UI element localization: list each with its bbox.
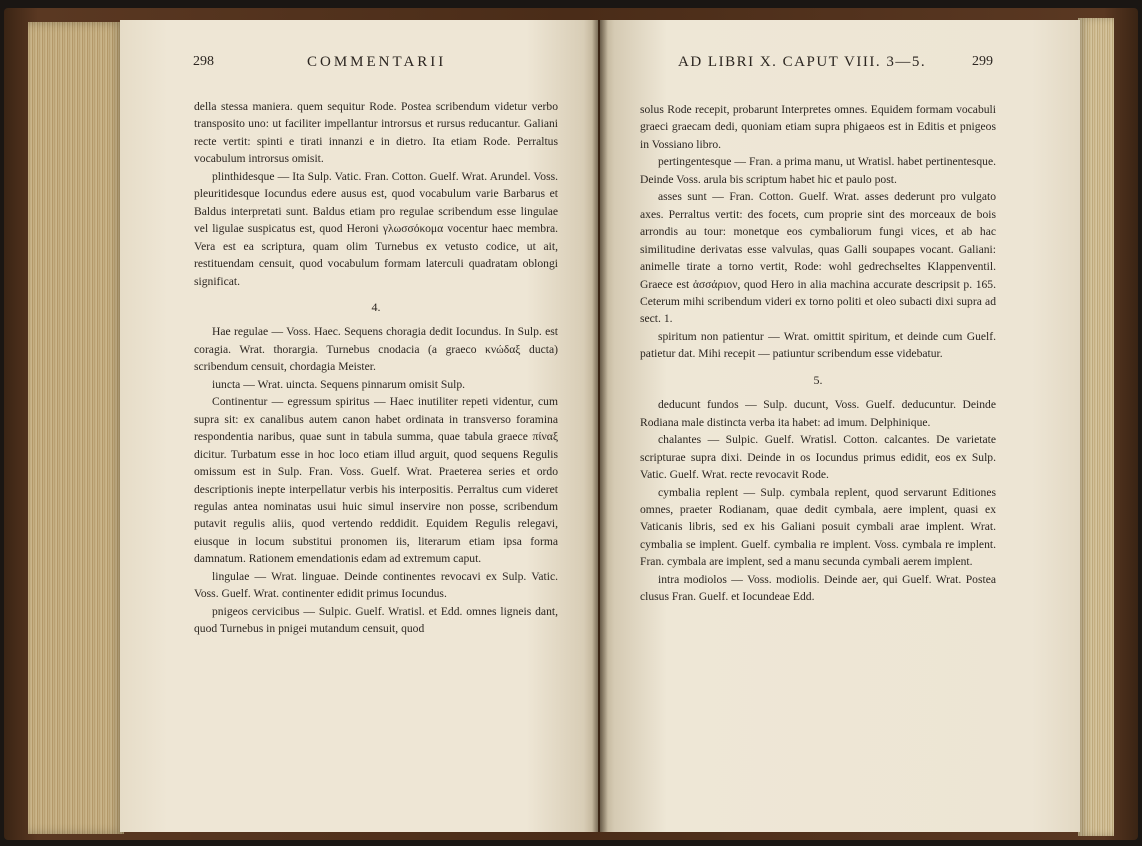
paragraph: deducunt fundos — Sulp. ducunt, Voss. Guelf. deducuntur. Deinde Rodiana male distincta verba ita habet: ad imum. Delphinique. [640, 398, 996, 429]
right-running-header [638, 54, 994, 78]
paragraph: solus Rode recepit, probarunt Interpretes omnes. Equidem formam vocabuli graeci graecam dedi, quoniam etiam supra phigaeos est in Editis et pnigeos in Vossiano libro. [640, 103, 996, 151]
left-page-text [194, 98, 558, 638]
paragraph: iuncta — Wrat. uincta. Sequens pinnarum omisit Sulp. [212, 377, 466, 391]
paragraph: intra modiolos — Voss. modiolis. Deinde aer, qui Guelf. Wrat. Postea clusus Fran. Guelf. et Iocundeae Edd. [640, 572, 996, 604]
paragraph: pnigeos cervicibus — Sulpic. Guelf. Wratisl. et Edd. omnes ligneis dant, quod Turnebus in pnigei mutandum censuit, quod [194, 604, 558, 636]
right-page-text [640, 101, 996, 606]
right-running-title: AD LIBRI X. CAPUT VIII. 3—5. [678, 54, 927, 70]
paragraph: pertingentesque — Fran. a prima manu, ut Wratisl. habet pertinentesque. Deinde Voss. arula bis scriptum habet hic et paulo post. [640, 155, 996, 186]
section-number: 5. [813, 372, 823, 387]
page-edges-right [1078, 18, 1114, 836]
right-page-number: 299 [972, 54, 993, 69]
paragraph: spiritum non patientur — Wrat. omittit spiritum, et deinde cum Guelf. patietur dat. Mihi recepit — patiuntur scribendum esse videbatur. [640, 329, 996, 361]
book-gutter [592, 20, 608, 832]
paragraph: lingulae — Wrat. linguae. Deinde continentes revocavi ex Sulp. Vatic. Voss. Guelf. Wrat. continenter edidit primus Iocundus. [194, 569, 558, 601]
paragraph: cymbalia replent — Sulp. cymbala replent, quod servarunt Editiones omnes, praeter Rodianam, quae dedit cymbala, aere implent, quasi ex Vaticanis libris, sed ex his Galiani posuit cymbali arae implent. Wrat. cymbalia se implent. Guelf. cymbalia re implent. Voss. cymbala re implent. Fran. cymbala are implent, sed a manu secunda cymbali aerem implent. [640, 485, 996, 569]
paragraph: asses sunt — Fran. Cotton. Guelf. Wrat. asses dederunt pro vulgato axes. Perraltus vertit: des focets, cum proprie sint des morceaux de bois arrondis au tour: monetque eos cymbaliorum fungi vices, et ab hac similitudine derivatas esse valvulas, quas Galli soupapes vocant. Galiani: animelle tirate a torno vertit, Rode: wohl gedrechseltes Klappenventil. Graece est ἀσσάριον, quod Hero in alia machina accurate descripsit p. 165. Ceterum mihi scribendum videri ex torno politi et oleo subacti dixi supra ad sect. 1. [640, 190, 996, 326]
left-page-number: 298 [193, 54, 214, 69]
paragraph: Continentur — egressum spiritus — Haec inutiliter repeti videntur, cum supra sit: ex canalibus autem canon habet ordinata in transverso foramina respondentia naribus, quae sunt in tabula summa, quae tabula graece πίναξ dicitur. Turbatum esse in hoc loco etiam illud arguit, quod sequens Regulis omissum est in Sulp. Fran. Voss. Guelf. Wrat. Praeterea series et ordo descriptionis inepte interpellatur verbis his interpositis. Perraltus cum videret regulas antea nominatas usui huic simul inservire non posse, scribendum putavit regulis aliis, quod vertendo reddidit. Equidem Regulis relegavi, eiusque in locum substitui pronomen iis, literarum etiam ipsa forma damnatum. Rationem emendationis edam ad extremum caput. [194, 395, 558, 566]
page-edges-left [28, 22, 124, 834]
paragraph: chalantes — Sulpic. Guelf. Wratisl. Cotton. calcantes. De varietate scripturae supra dixi. Deinde in os Iocundus primus edidit, eos ex Sulp. Vatic. Guelf. Wrat. recte revocavit Rode. [640, 433, 996, 482]
left-running-title: COMMENTARII [307, 54, 447, 70]
paragraph: Hae regulae — Voss. Haec. Sequens choragia dedit Iocundus. In Sulp. est coragia. Wrat. thorargia. Turnebus cnodacia (a graeco κνώδαξ ducta) scribendum censuit, chordagia Meister. [194, 325, 558, 374]
paragraph: plinthidesque — Ita Sulp. Vatic. Fran. Cotton. Guelf. Wrat. Arundel. Voss. pleuritidesque Iocundus edere ausus est, quod vocabulum varie Barbarus et Baldus interpretati sunt. Baldus etiam pro regulae scribendum esse lingulae vel ligulae suspicatus est, quod Heroni γλωσσόκομα vocentur haec membra. Vera est ea scriptura, quam olim Turnebus ex vetusto codice, ut ait, restituendam censuit, quod vocabulum formam laterculi quadratam oblongi significat. [194, 169, 558, 288]
section-number: 4. [371, 299, 381, 314]
left-running-header [193, 54, 565, 78]
paragraph: della stessa maniera. quem sequitur Rode. Postea scribendum videtur verbo transposito uno: ut faciliter impellantur introrsus et rursus reducantur. Galiani recte vertit: spinti e tirati innanzi e in dietro. Ita etiam Rode. Perraltus vocabulum introrsus omisit. [194, 100, 558, 166]
